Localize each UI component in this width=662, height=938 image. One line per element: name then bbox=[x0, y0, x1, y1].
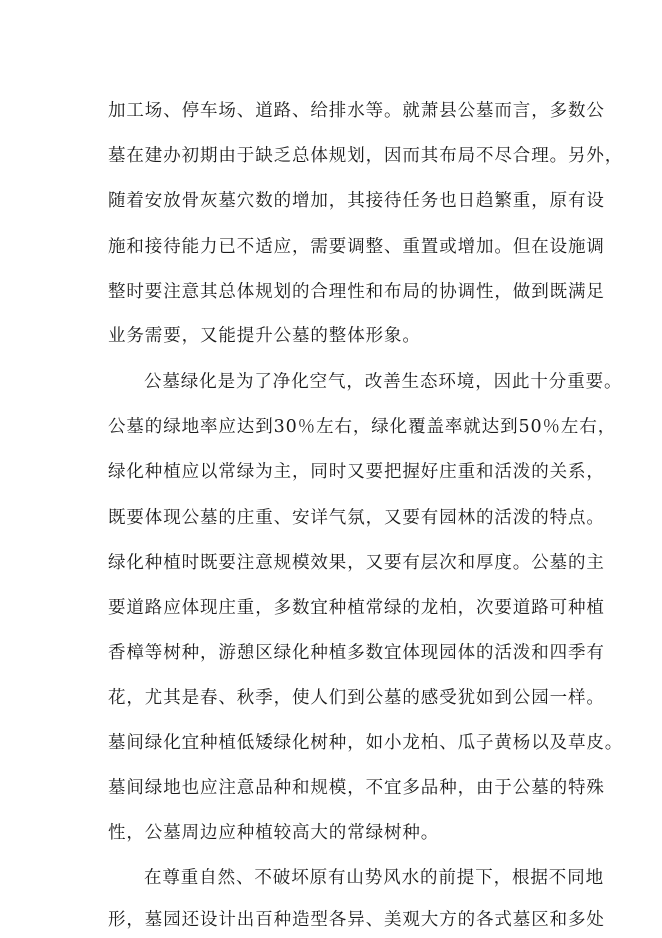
paragraph-line: 要道路应体现庄重，多数宜种植常绿的龙柏，次要道路可种植 bbox=[108, 598, 605, 618]
paragraph-line: 墓在建办初期由于缺乏总体规划，因而其布局不尽合理。另外， bbox=[108, 146, 624, 166]
paragraph-line: 花，尤其是春、秋季，使人们到公墓的感受犹如到公园一样。 bbox=[108, 688, 605, 708]
paragraph-line: 随着安放骨灰墓穴数的增加，其接待任务也日趋繁重，原有设 bbox=[108, 191, 605, 211]
paragraph-line: 在尊重自然、不破坏原有山势风水的前提下，根据不同地 bbox=[144, 868, 604, 888]
paragraph-line: 业务需要，又能提升公墓的整体形象。 bbox=[108, 326, 421, 346]
paragraph-line: 性，公墓周边应种植较高大的常绿树种。 bbox=[108, 823, 440, 843]
paragraph-line: 加工场、停车场、道路、给排水等。就萧县公墓而言，多数公 bbox=[108, 101, 605, 121]
paragraph-line: 施和接待能力已不适应，需要调整、重置或增加。但在设施调 bbox=[108, 237, 605, 257]
paragraph-line: 墓间绿化宜种植低矮绿化树种，如小龙柏、瓜子黄杨以及草皮。 bbox=[108, 733, 624, 753]
paragraph-line: 形，墓园还设计出百种造型各异、美观大方的各式墓区和多处 bbox=[108, 910, 605, 930]
paragraph-line: 公墓的绿地率应达到30％左右，绿化覆盖率就达到50％左右， bbox=[108, 417, 617, 437]
paragraph-line: 墓间绿地也应注意品种和规模，不宜多品种，由于公墓的特殊 bbox=[108, 778, 605, 798]
paragraph-line: 绿化种植应以常绿为主，同时又要把握好庄重和活泼的关系， bbox=[108, 462, 605, 482]
paragraph-line: 既要体现公墓的庄重、安详气氛，又要有园林的活泼的特点。 bbox=[108, 508, 605, 528]
paragraph-line: 绿化种植时既要注意规模效果，又要有层次和厚度。公墓的主 bbox=[108, 553, 605, 573]
paragraph-line: 香樟等树种，游憩区绿化种植多数宜体现园体的活泼和四季有 bbox=[108, 643, 605, 663]
paragraph-line: 公墓绿化是为了净化空气，改善生态环境，因此十分重要。 bbox=[144, 372, 623, 392]
paragraph-line: 整时要注意其总体规划的合理性和布局的协调性，做到既满足 bbox=[108, 282, 605, 302]
